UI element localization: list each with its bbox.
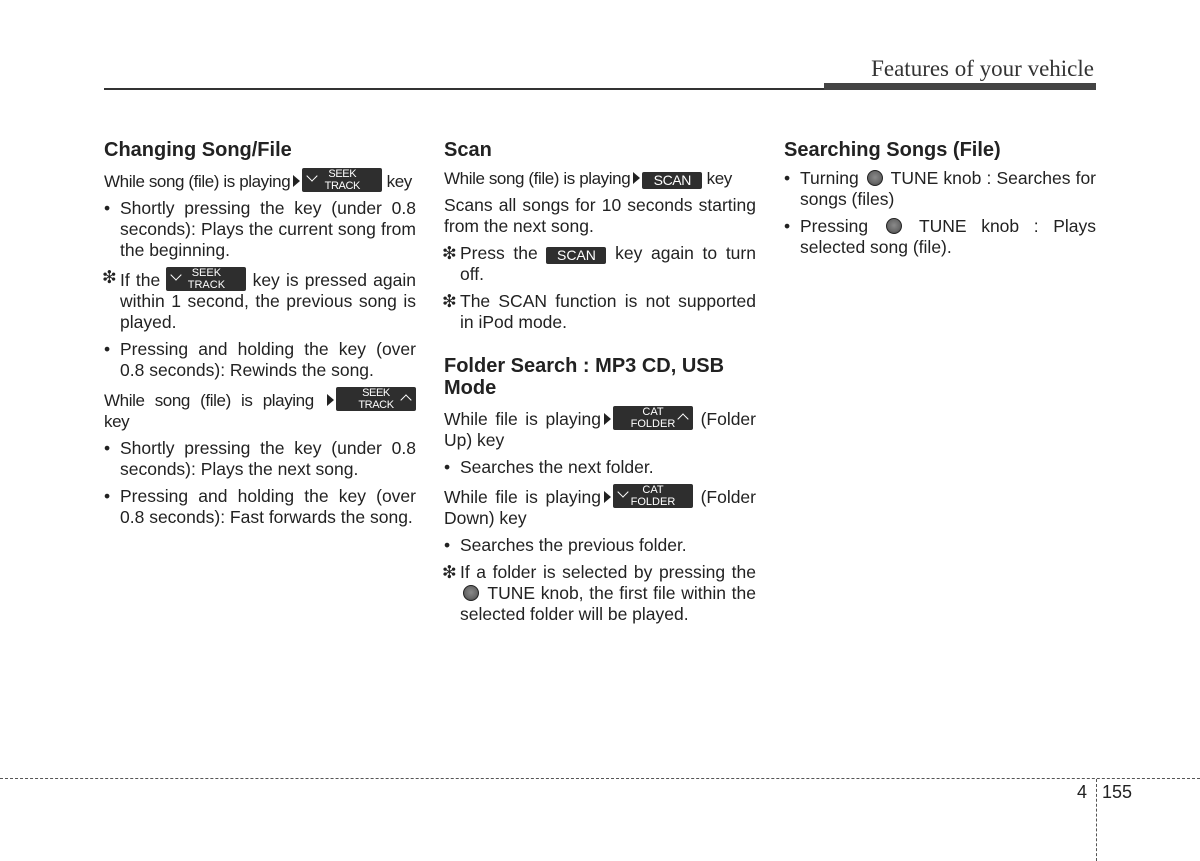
note-text-end: key again to turn off. <box>460 243 756 284</box>
list-item <box>444 457 756 478</box>
intro-folder-up <box>444 406 756 451</box>
key-label-bottom: TRACK <box>324 180 360 192</box>
intro-text-end: key <box>104 412 130 431</box>
intro-seek-up <box>104 387 416 432</box>
bullet: • <box>784 168 791 188</box>
play-arrow-icon <box>633 172 640 184</box>
bullet: • <box>104 198 111 218</box>
list-item-text: Turning <box>800 168 859 188</box>
list-item-text-end: TUNE knob : Searches for songs (files) <box>800 168 1096 209</box>
intro-text: While file is playing <box>444 409 601 429</box>
scan-key: SCAN <box>546 247 606 264</box>
list-item-text: Searches the previous folder. <box>460 535 687 555</box>
list-item <box>104 438 416 480</box>
play-arrow-icon <box>604 413 611 425</box>
list-item <box>784 216 1096 258</box>
bullet: • <box>104 438 111 458</box>
note-text: If the <box>120 270 161 290</box>
bullet: • <box>784 216 791 236</box>
note-text-end: TUNE knob, the first file within the selected folder will be played. <box>460 583 757 624</box>
key-label-top: SEEK <box>328 168 357 180</box>
note-item <box>104 267 416 333</box>
heading-scan: Scan <box>444 139 492 161</box>
tune-knob-icon <box>886 218 902 234</box>
note-mark: ❇ <box>442 291 457 311</box>
note-text: If a folder is selected by pressing the <box>460 562 756 582</box>
play-arrow-icon <box>327 394 334 406</box>
note-text: The SCAN function is not supported in iPod mode. <box>460 291 756 332</box>
list-item <box>104 339 416 381</box>
key-label-bottom: TRACK <box>358 399 394 411</box>
key-label-top: SEEK <box>362 387 390 399</box>
intro-text: While file is playing <box>444 487 601 507</box>
list-item-text-end: TUNE knob : Plays selected song (file). <box>800 216 1096 257</box>
list-item <box>444 535 756 556</box>
note-item <box>444 291 756 333</box>
list-item-text: Pressing and holding the key (over 0.8 seconds): Fast forwards the song. <box>120 486 416 527</box>
chapter-number: 4 <box>1077 782 1088 802</box>
list-item-text: Searches the next folder. <box>460 457 654 477</box>
intro-text-end: key <box>706 169 732 188</box>
seek-track-up-key <box>336 387 416 411</box>
intro-scan <box>444 168 756 189</box>
column-scan <box>444 139 756 631</box>
note-text: Press the <box>460 243 538 263</box>
column-changing-song <box>104 139 416 534</box>
spacer <box>444 339 756 355</box>
cat-folder-down-key <box>613 484 693 508</box>
key-label-top: CAT <box>642 484 664 496</box>
heading-folder-search: Folder Search : MP3 CD, USB Mode <box>444 355 725 399</box>
note-mark: ❇ <box>102 267 117 287</box>
list-item <box>784 168 1096 210</box>
note-mark: ❇ <box>442 243 457 263</box>
key-label-bottom: TRACK <box>187 279 226 291</box>
intro-text: While song (file) is playing <box>104 172 291 191</box>
play-arrow-icon <box>293 175 300 187</box>
intro-folder-down <box>444 484 756 529</box>
key-label-top: SEEK <box>191 267 222 279</box>
list-item-text: Shortly pressing the key (under 0.8 seconds): Plays the current song from the beginning. <box>120 198 416 260</box>
key-label-bottom: FOLDER <box>630 496 676 508</box>
list-item-text: Pressing <box>800 216 869 236</box>
intro-seek-down <box>104 168 416 192</box>
bullet: • <box>444 535 451 555</box>
heading-searching-songs: Searching Songs (File) <box>784 139 1001 161</box>
intro-text: While song (file) is playing <box>444 169 631 188</box>
list-item <box>104 486 416 528</box>
column-searching-songs <box>784 139 1096 264</box>
list-item <box>104 198 416 261</box>
header-rule-accent <box>824 83 1096 90</box>
seek-track-down-key <box>166 267 246 291</box>
page-header-title: Features of your vehicle <box>871 56 1094 81</box>
seek-track-down-key <box>302 168 382 192</box>
header-rule <box>104 88 824 90</box>
footer-dashed-rule <box>0 778 1200 779</box>
heading-changing-song: Changing Song/File <box>104 139 292 161</box>
scan-description: Scans all songs for 10 seconds starting from the next song. <box>444 195 756 236</box>
list-item-text: Shortly pressing the key (under 0.8 seconds): Plays the next song. <box>120 438 416 479</box>
intro-text-end: (Folder Up) key <box>444 409 756 450</box>
note-item <box>444 243 756 285</box>
tune-knob-icon <box>463 585 479 601</box>
play-arrow-icon <box>604 491 611 503</box>
intro-text-end: (Folder Down) key <box>444 487 756 528</box>
intro-text: While song (file) is playing <box>104 391 314 410</box>
bullet: • <box>444 457 451 477</box>
bullet: • <box>104 486 111 506</box>
bullet: • <box>104 339 111 359</box>
tune-knob-icon <box>867 170 883 186</box>
scan-key: SCAN <box>642 172 702 189</box>
footer-dashed-divider <box>1096 779 1097 861</box>
note-item <box>444 562 756 625</box>
cat-folder-up-key <box>613 406 693 430</box>
note-mark: ❇ <box>442 562 457 582</box>
page-number: 155 <box>1102 782 1133 802</box>
note-text-end: key is pressed again within 1 second, the previous song is played. <box>120 270 416 332</box>
key-label-top: CAT <box>642 406 664 418</box>
key-label-bottom: FOLDER <box>630 418 676 430</box>
intro-text-end: key <box>386 172 412 191</box>
list-item-text: Pressing and holding the key (over 0.8 seconds): Rewinds the song. <box>120 339 416 380</box>
